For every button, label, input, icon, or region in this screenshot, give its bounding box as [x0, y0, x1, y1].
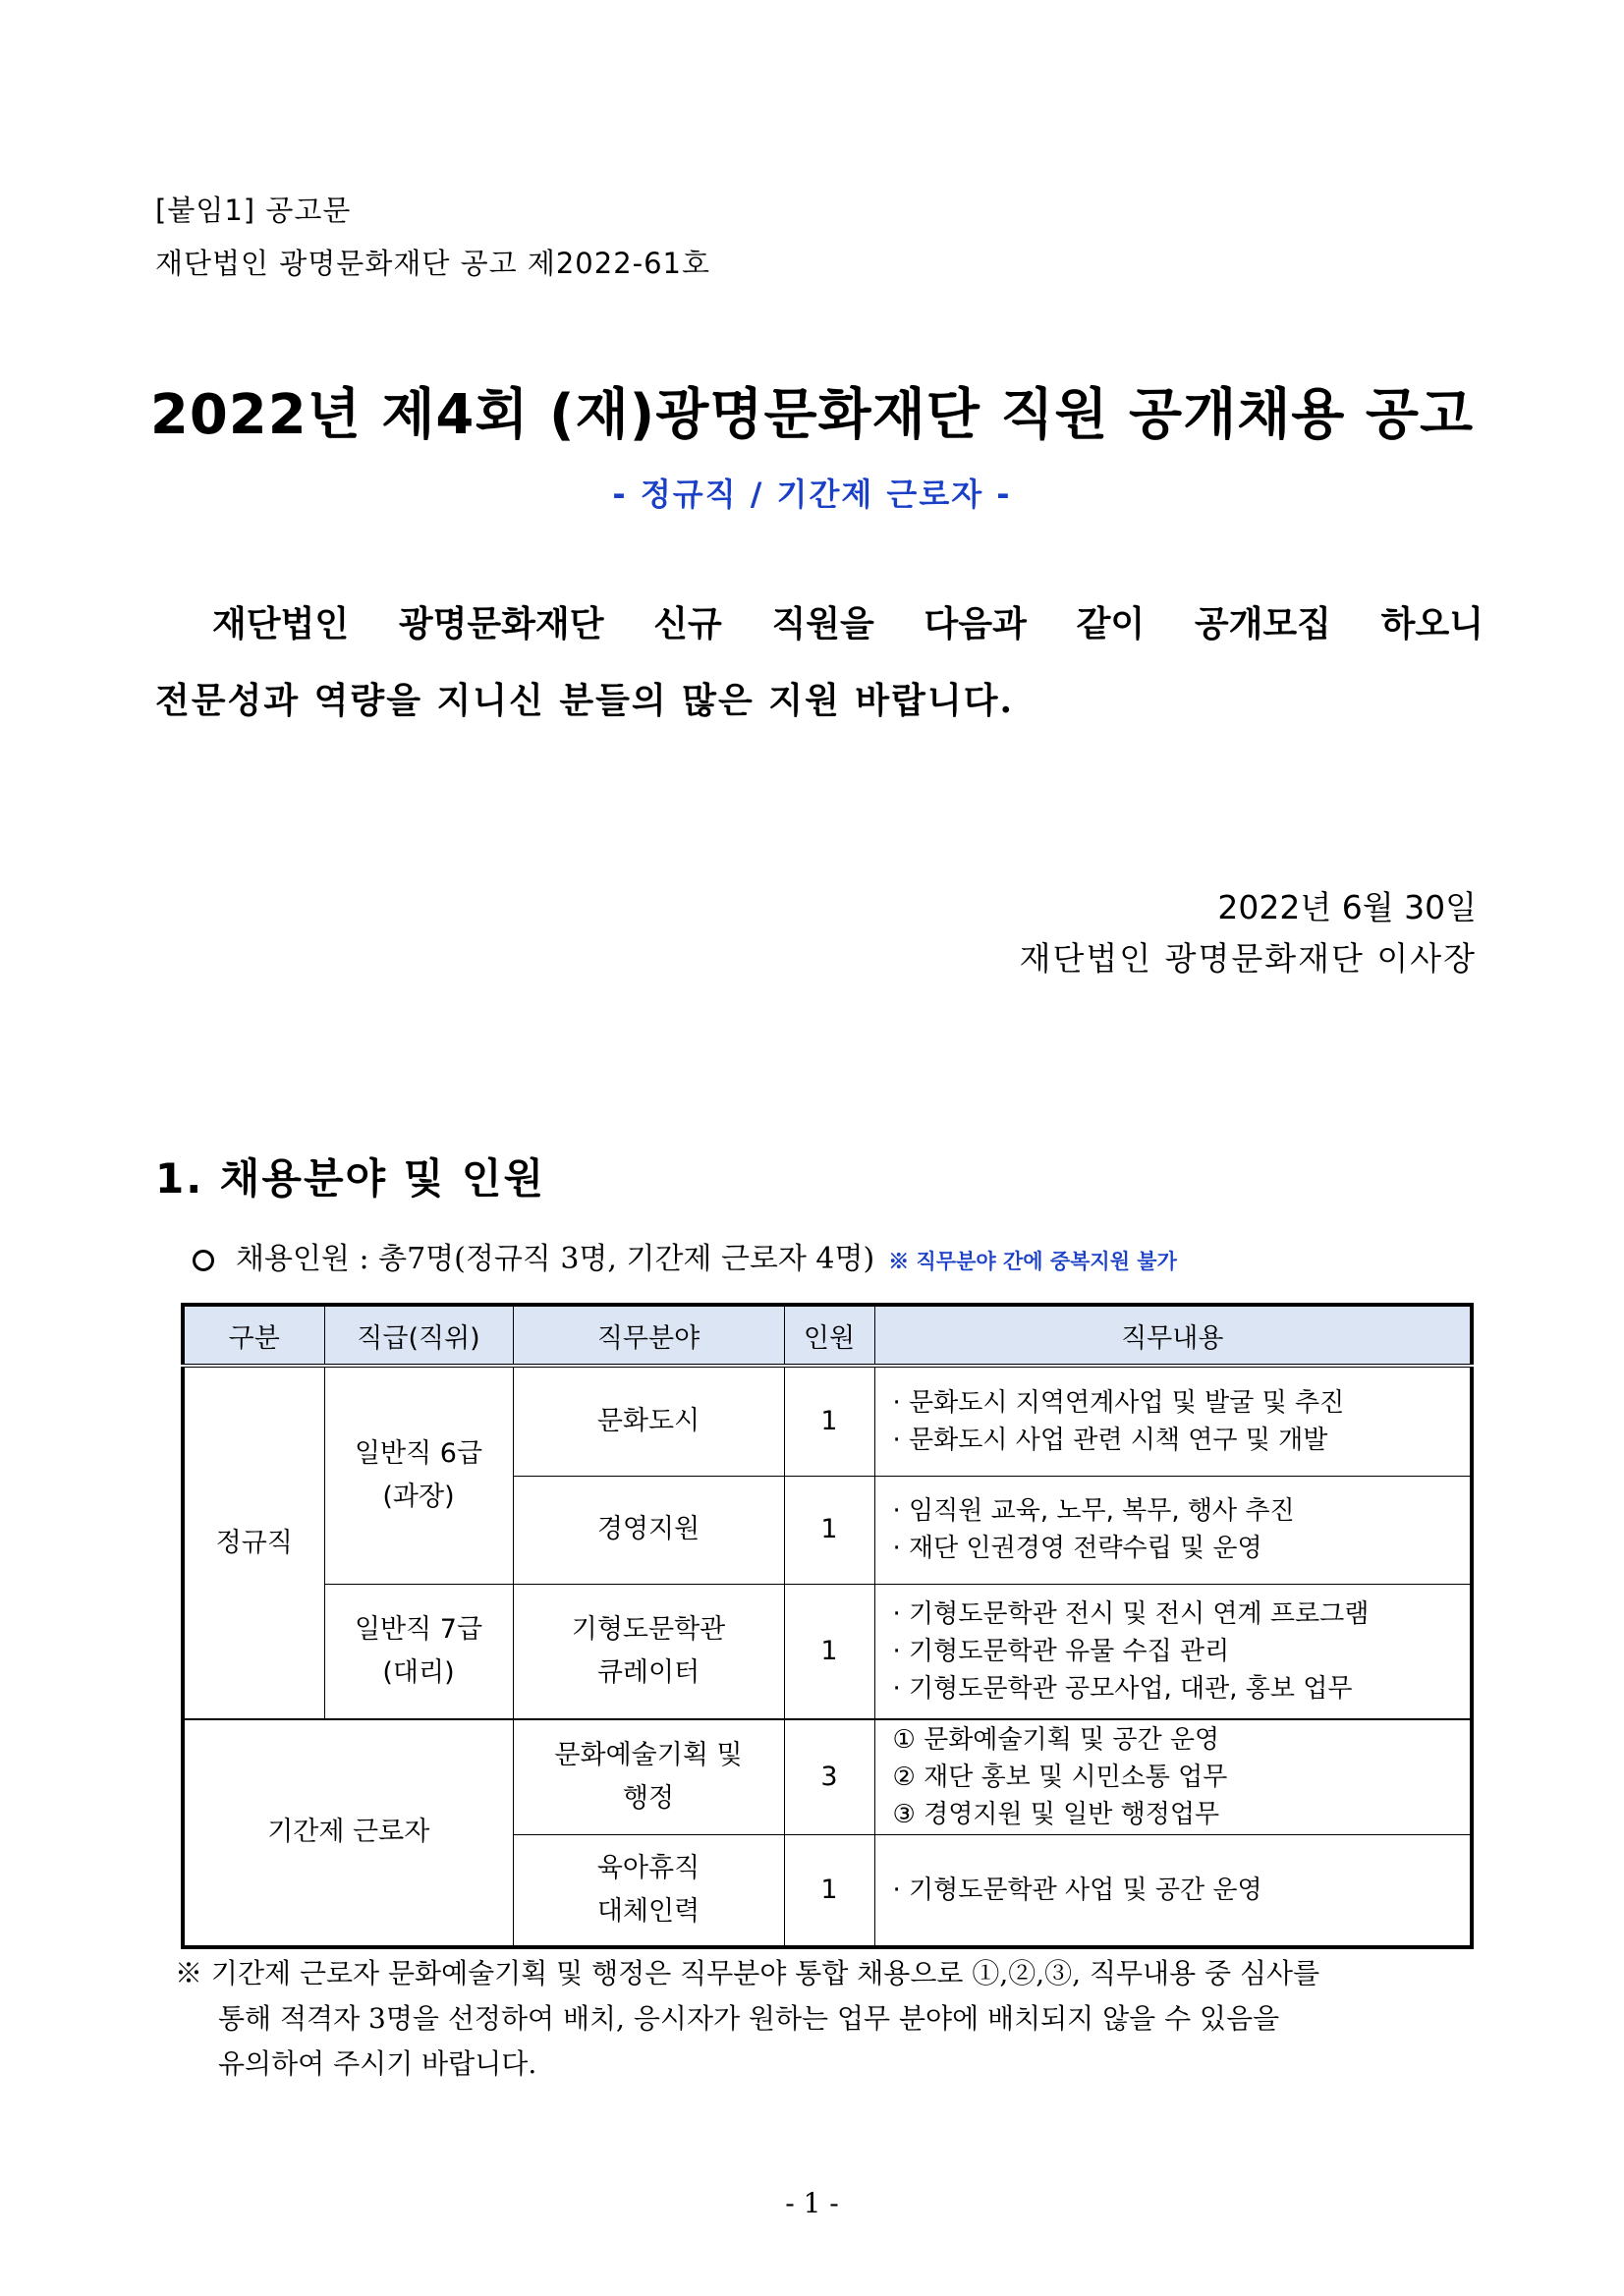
header-count: 인원 [784, 1305, 874, 1366]
grade-6-position: (과장) [382, 1481, 455, 1512]
recruit-count: 채용인원 : 총7명(정규직 3명, 기간제 근로자 4명) [236, 1242, 875, 1276]
notice-number: 재단법인 광명문화재단 공고 제2022-61호 [155, 247, 711, 280]
notice-date: 2022년 6월 30일 [1217, 888, 1477, 926]
count-cell: 1 [784, 1476, 874, 1584]
duplicate-warning: ※ 직무분야 간에 중복지원 불가 [888, 1249, 1177, 1273]
grade-6-cell [324, 1366, 513, 1584]
duty-item: ② 재단 홍보 및 시민소통 업무 [892, 1763, 1228, 1792]
recruitment-table [181, 1303, 1474, 1949]
section-title: 1. 채용분야 및 인원 [155, 1154, 546, 1203]
page-number: - 1 - [785, 2187, 839, 2219]
table-row [183, 1584, 1472, 1719]
recruit-count-line [193, 1234, 1177, 1277]
category-regular: 정규직 [183, 1366, 324, 1719]
duty-cell [874, 1835, 1472, 1947]
duty-item: · 기형도문학관 공모사업, 대관, 홍보 업무 [892, 1673, 1353, 1704]
duty-item: · 재단 인권경영 전략수립 및 운영 [892, 1534, 1262, 1563]
count-cell: 3 [784, 1719, 874, 1835]
field-cell [513, 1835, 784, 1947]
table-row [183, 1366, 1472, 1476]
issuer-name: 재단법인 광명문화재단 이사장 [1019, 939, 1477, 978]
count-cell: 1 [784, 1366, 874, 1476]
field-cell [513, 1584, 784, 1719]
circle-bullet-icon [193, 1250, 214, 1271]
footnote-line-2: 통해 적격자 3명을 선정하여 배치, 응시자가 원하는 업무 분야에 배치되지 않을 수 있음을 [218, 2002, 1280, 2035]
grade-6-title: 일반직 6급 [354, 1437, 483, 1469]
field-cell: 경영지원 [513, 1476, 784, 1584]
field-line: 육아휴직 [596, 1852, 700, 1883]
duty-item: ③ 경영지원 및 일반 행정업무 [892, 1800, 1220, 1829]
footnote-line-3: 유의하여 주시기 바랍니다. [218, 2047, 537, 2080]
duty-cell [874, 1366, 1472, 1476]
duty-cell [874, 1476, 1472, 1584]
field-line: 큐레이터 [596, 1656, 700, 1688]
duty-item: · 기형도문학관 사업 및 공간 운영 [892, 1875, 1262, 1905]
header-field: 직무분야 [513, 1305, 784, 1366]
grade-7-position: (대리) [382, 1656, 455, 1688]
field-cell: 문화도시 [513, 1366, 784, 1476]
table-header-row [183, 1305, 1472, 1366]
header-category: 구분 [183, 1305, 324, 1366]
duty-item: ① 문화예술기획 및 공간 운영 [892, 1725, 1220, 1755]
field-cell [513, 1719, 784, 1835]
category-contract: 기간제 근로자 [183, 1719, 513, 1947]
table-footnote [175, 1951, 1482, 2087]
duty-cell [874, 1719, 1472, 1835]
field-line: 행정 [622, 1783, 675, 1814]
duty-item: · 기형도문학관 전시 및 전시 연계 프로그램 [892, 1598, 1370, 1629]
grade-7-title: 일반직 7급 [354, 1613, 483, 1645]
header-duties: 직무내용 [874, 1305, 1472, 1366]
intro-line-1: 재단법인 광명문화재단 신규 직원을 다음과 같이 공개모집 하오니 [212, 603, 1484, 644]
intro-paragraph [155, 586, 1484, 739]
field-line: 문화예술기획 및 [554, 1740, 743, 1770]
footnote-line-1: ※ 기간제 근로자 문화예술기획 및 행정은 직무분야 통합 채용으로 ①,②,③, 직무내용 중 심사를 [175, 1957, 1320, 1989]
table-row [183, 1719, 1472, 1835]
page-subtitle: - 정규직 / 기간제 근로자 - [612, 476, 1012, 513]
duty-item: · 문화도시 지역연계사업 및 발굴 및 추진 [892, 1387, 1345, 1418]
duty-item: · 문화도시 사업 관련 시책 연구 및 개발 [892, 1425, 1328, 1455]
grade-7-cell [324, 1584, 513, 1719]
duty-cell [874, 1584, 1472, 1719]
field-line: 대체인력 [596, 1895, 700, 1927]
intro-line-2: 전문성과 역량을 지니신 분들의 많은 지원 바랍니다. [155, 680, 1015, 721]
header-grade: 직급(직위) [324, 1305, 513, 1366]
duty-item: · 임직원 교육, 노무, 복무, 행사 추진 [892, 1496, 1295, 1526]
attachment-label: [붙임1] 공고문 [155, 194, 352, 227]
count-cell: 1 [784, 1835, 874, 1947]
duty-item: · 기형도문학관 유물 수집 관리 [892, 1636, 1230, 1666]
page-title: 2022년 제4회 (재)광명문화재단 직원 공개채용 공고 [149, 383, 1475, 447]
field-line: 기형도문학관 [571, 1613, 726, 1645]
count-cell: 1 [784, 1584, 874, 1719]
